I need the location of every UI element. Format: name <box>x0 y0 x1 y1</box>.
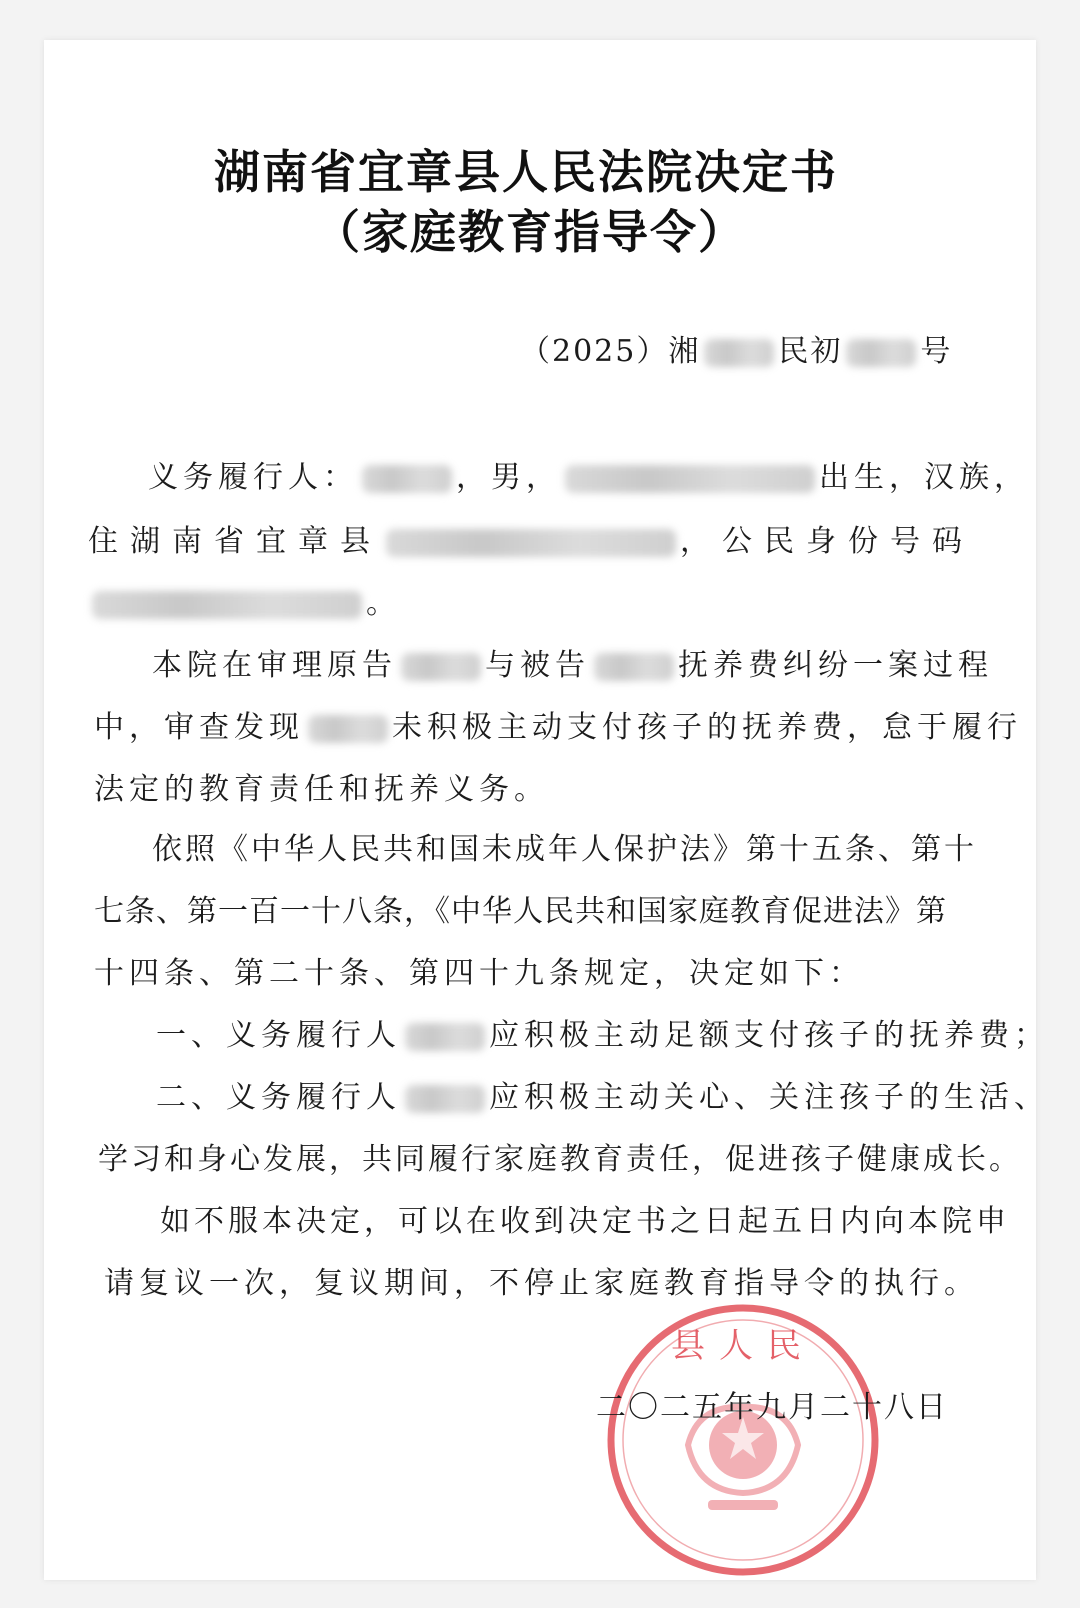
decision-item-1 <box>156 1010 1049 1054</box>
para2-line1 <box>152 640 993 684</box>
para1-line2 <box>88 516 974 560</box>
para2-text-d: 中，审查发现 <box>94 710 304 745</box>
para2-text-a: 本院在审理原告 <box>152 648 397 683</box>
appeal-notice-line1: 如不服本决定，可以在收到决定书之日起五日内向本院申 <box>160 1204 1010 1239</box>
redacted-case-serial <box>846 339 916 367</box>
redacted-name <box>405 1085 485 1113</box>
seal-text: 县人民 <box>671 1326 815 1366</box>
para1-id-label: ，公民身份号码 <box>680 524 974 559</box>
para1-line3 <box>88 578 401 622</box>
redacted-defendant <box>594 653 674 681</box>
decision-item-2-line2: 学习和身心发展，共同履行家庭教育责任，促进孩子健康成长。 <box>98 1142 1022 1177</box>
para1-end: 。 <box>366 586 401 621</box>
document-title-line1: 湖南省宜章县人民法院决定书 <box>214 145 838 199</box>
case-number <box>520 326 952 370</box>
appeal-notice-line2: 请复议一次，复议期间，不停止家庭教育指导令的执行。 <box>104 1266 979 1301</box>
redacted-birthdate <box>565 465 815 493</box>
para1-gender: ，男， <box>456 460 561 495</box>
decision-item-2-line1 <box>156 1072 1049 1116</box>
redacted-id-number <box>92 591 362 619</box>
redacted-name <box>308 715 388 743</box>
para2-text-e: 未积极主动支付孩子的抚养费，怠于履行 <box>392 710 1022 745</box>
para3-line3: 十四条、第二十条、第四十九条规定，决定如下： <box>94 956 864 991</box>
para1-label: 义务履行人： <box>148 460 358 495</box>
item2-text-a: 二、义务履行人 <box>156 1080 401 1115</box>
court-seal <box>598 1295 888 1585</box>
para2-line3: 法定的教育责任和抚养义务。 <box>94 772 549 807</box>
redacted-name <box>405 1023 485 1051</box>
document-title-line2: （家庭教育指导令） <box>314 205 746 259</box>
redacted-plaintiff <box>401 653 481 681</box>
para3-line2: 七条、第一百一十八条，《中华人民共和国家庭教育促进法》第 <box>94 894 947 929</box>
item2-text-b: 应积极主动关心、关注孩子的生活、 <box>489 1080 1049 1115</box>
case-number-suffix: 号 <box>920 334 953 369</box>
redacted-name <box>362 465 452 493</box>
para3-line1: 依照《中华人民共和国未成年人保护法》第十五条、第十 <box>152 832 977 867</box>
redacted-court-code <box>704 339 774 367</box>
para2-line2 <box>94 702 1022 746</box>
para1-ethnicity: 出生，汉族， <box>819 460 1029 495</box>
issue-date: 二〇二五年九月二十八日 <box>596 1390 948 1425</box>
para1-line1 <box>148 452 1029 496</box>
case-number-middle: 民初 <box>778 334 843 369</box>
para2-text-c: 抚养费纠纷一案过程 <box>678 648 993 683</box>
redacted-address <box>386 529 676 557</box>
item1-text-a: 一、义务履行人 <box>156 1018 401 1053</box>
case-number-prefix: （2025）湘 <box>520 334 701 369</box>
para1-address: 住湖南省宜章县 <box>88 524 382 559</box>
item1-text-b: 应积极主动足额支付孩子的抚养费； <box>489 1018 1049 1053</box>
para2-text-b: 与被告 <box>485 648 590 683</box>
